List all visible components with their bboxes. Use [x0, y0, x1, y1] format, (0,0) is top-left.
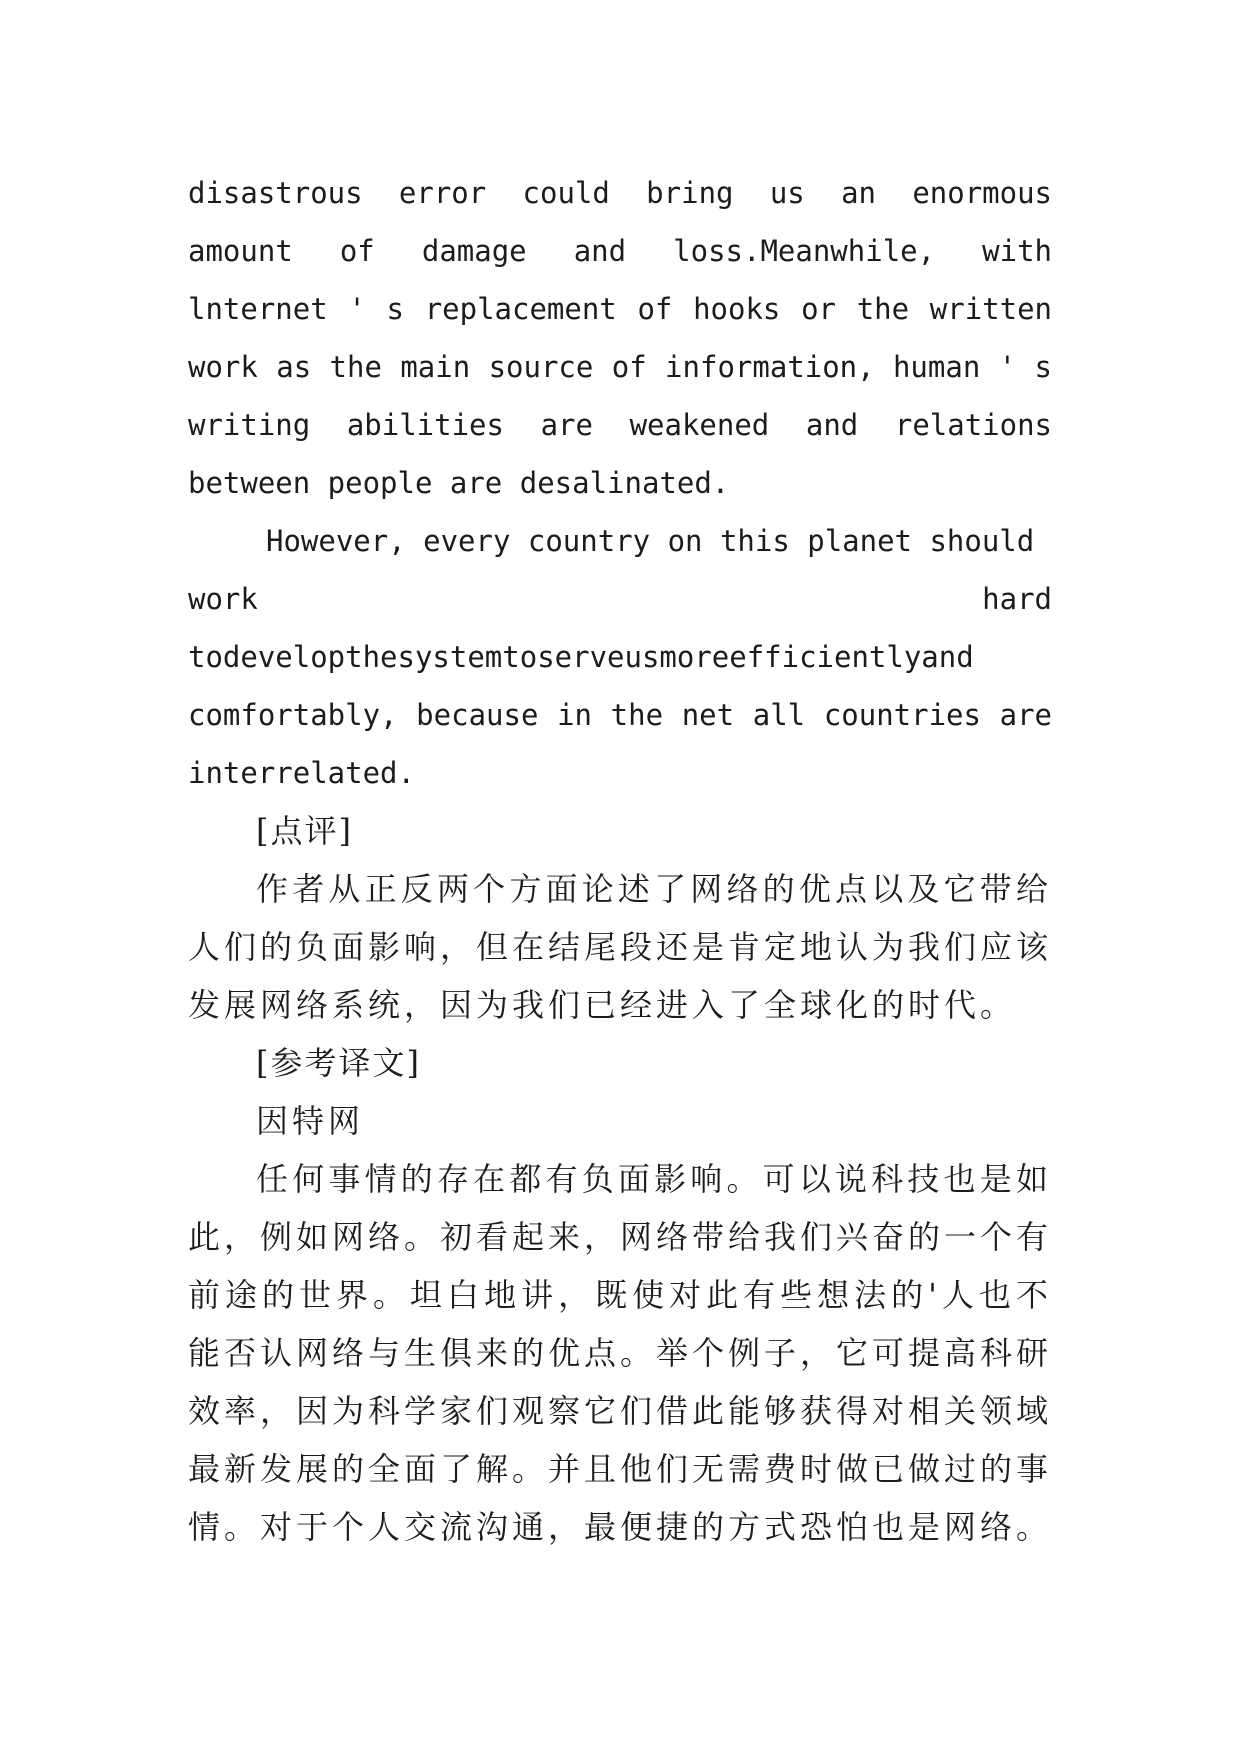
- review-label: [点评]: [256, 812, 353, 850]
- conclusion-line-4: comfortably, because in the net all countries are interrelated.: [188, 698, 1052, 790]
- document-body: [188, 164, 1052, 1556]
- translation-text: 任何事情的存在都有负面影响。可以说科技也是如此，例如网络。初看起来，网络带给我们兴奋的一个有前途的世界。坦白地讲，既使对此有些想法的'人也不能否认网络与生俱来的优点。举个例子，它可提高科研效率，因为科学家们观察它们借此能够获得对相关领域最新发展的全面了解。并且他们无需费时做已做过的事情。对于个人交流沟通，最便捷的方式恐怕也是网络。: [188, 1160, 1053, 1546]
- conclusion-line-3: todevelopthesystemtoserveusmoreefficientlyand: [188, 640, 974, 674]
- paragraph-conclusion: [188, 512, 1052, 802]
- word-work: work: [188, 582, 258, 616]
- paragraph-disadvantages: disastrous error could bring us an enormous amount of damage and loss.Meanwhile, with lnternet ' s replacement of hooks or the written work as the main source of information, human ' s writing abilities are weakened and relations between people are desalinated.: [188, 176, 1052, 500]
- translation-label: [参考译文]: [256, 1044, 421, 1082]
- review-text: 作者从正反两个方面论述了网络的优点以及它带给人们的负面影响，但在结尾段还是肯定地认为我们应该发展网络系统，因为我们已经进入了全球化的时代。: [188, 870, 1053, 1024]
- translation-title: 因特网: [256, 1102, 365, 1140]
- conclusion-line-2: [188, 570, 1052, 628]
- word-hard: hard: [982, 582, 1052, 616]
- conclusion-line-1: However, every country on this planet should: [266, 524, 1035, 558]
